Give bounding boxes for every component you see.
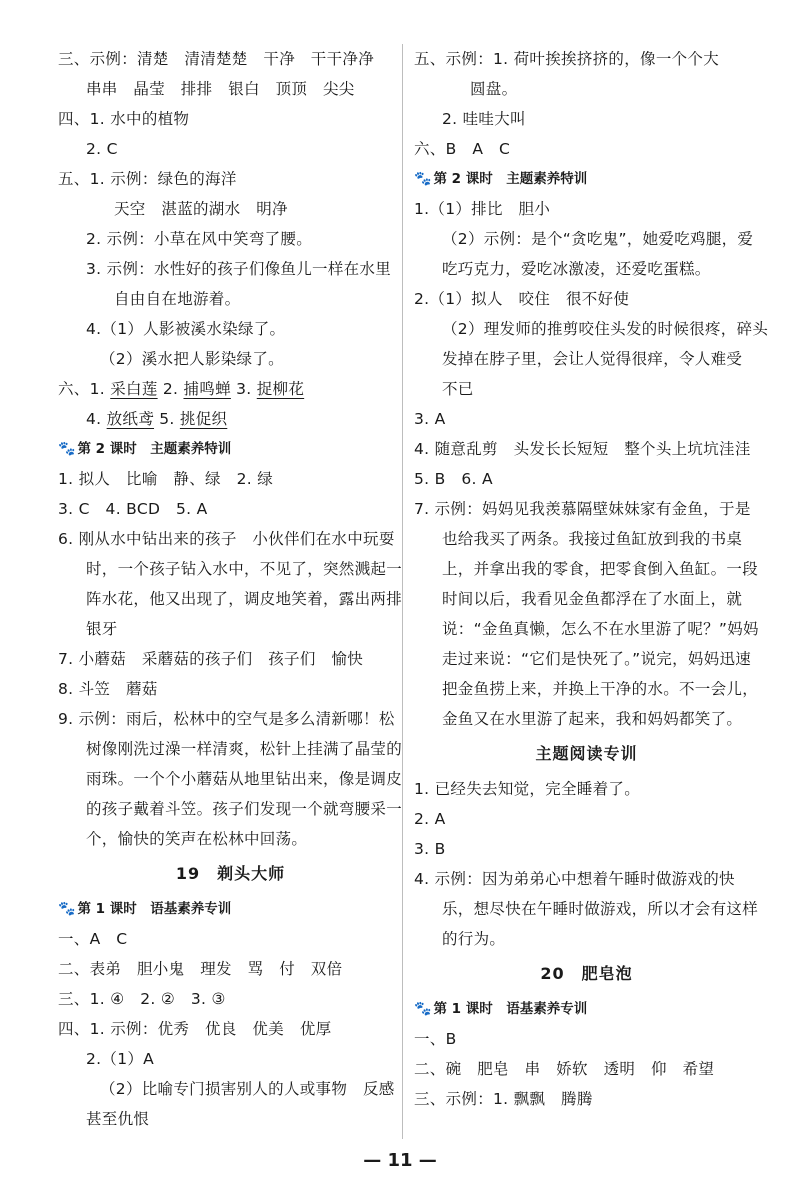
answer-line: 三、示例：清楚 清清楚楚 干净 干干净净 (58, 50, 375, 68)
answer-line: 5. B 6. A (414, 470, 493, 488)
answer-line: 1. 已经失去知觉，完全睡着了。 (414, 780, 641, 798)
answer-line: 说：“金鱼真懒，怎么不在水里游了呢？”妈妈 (442, 620, 759, 638)
page-number: — 11 — (363, 1150, 437, 1171)
answer-line (58, 374, 403, 404)
answer-label: 4. (86, 410, 107, 428)
underlined-answer: 采白莲 (110, 380, 158, 398)
answer-line: 个，愉快的笑声在松林中回荡。 (86, 830, 308, 848)
answer-line: 1. 拟人 比喻 静、绿 2. 绿 (58, 470, 274, 488)
answer-line: 2. 示例：小草在风中笑弯了腰。 (86, 230, 313, 248)
answer-line: 四、1. 示例：优秀 优良 优美 优厚 (58, 1020, 332, 1038)
underlined-answer: 捉柳花 (256, 380, 305, 398)
answer-line: 2. C (86, 140, 118, 158)
section-subheading (58, 894, 403, 924)
answer-line: 的行为。 (442, 930, 506, 948)
answer-label: 六、1. (58, 380, 111, 398)
answer-line: 雨珠。一个个小蘑菇从地里钻出来，像是调皮 (86, 770, 403, 788)
answer-line: 4. 随意乱剪 头发长长短短 整个头上坑坑洼洼 (414, 440, 751, 458)
answer-line: 时，一个孩子钻入水中，不见了，突然溅起一 (86, 560, 403, 578)
paw-icon: 🐾 (58, 441, 76, 457)
answer-line: 金鱼又在水里游了起来，我和妈妈都笑了。 (442, 710, 743, 728)
answer-line: 不已 (442, 380, 474, 398)
paw-icon: 🐾 (414, 1001, 432, 1017)
answer-line: 二、表弟 胆小鬼 理发 骂 付 双倍 (58, 960, 343, 978)
answer-line: 圆盘。 (470, 80, 518, 98)
paw-icon: 🐾 (414, 171, 432, 187)
answer-line: 二、碗 肥皂 串 娇软 透明 仰 希望 (414, 1060, 715, 1078)
subheading-text: 第 1 课时 语基素养专训 (433, 1001, 588, 1017)
answer-line: 时间以后，我看见金鱼都浮在了水面上，就 (442, 590, 743, 608)
answer-line: 三、示例：1. 飘飘 腾腾 (414, 1090, 593, 1108)
answer-line: （2）比喻专门损害别人的人或事物 反感 (100, 1080, 395, 1098)
answer-line: 8. 斗笠 蘑菇 (58, 680, 158, 698)
answer-line: 3. 示例：水性好的孩子们像鱼儿一样在水里 (86, 260, 392, 278)
answer-line: 7. 示例：妈妈见我羡慕隔壁妹妹家有金鱼，于是 (414, 500, 751, 518)
answer-line: 甚至仇恨 (86, 1110, 150, 1128)
answer-line: 吃巧克力，爱吃冰激凌，还爱吃蛋糕。 (442, 260, 711, 278)
section-subheading (58, 434, 403, 464)
subheading-text: 第 2 课时 主题素养特训 (77, 441, 232, 457)
answer-line: 阵水花，他又出现了，调皮地笑着，露出两排 (86, 590, 403, 608)
answer-line: 银牙 (86, 620, 118, 638)
answer-label: 3. (236, 380, 257, 398)
answer-label: 5. (159, 410, 180, 428)
answer-line: 走过来说：“它们是快死了。”说完，妈妈迅速 (442, 650, 752, 668)
section-subheading (414, 994, 759, 1024)
right-column (414, 44, 769, 1114)
answer-line: 9. 示例：雨后，松林中的空气是多么清新哪！松 (58, 710, 395, 728)
answer-line: 树像刚洗过澡一样清爽，松针上挂满了晶莹的 (86, 740, 403, 758)
section-title: 主题阅读专训 (535, 744, 638, 763)
answer-line: 2.（1）拟人 咬住 很不好使 (414, 290, 630, 308)
answer-line: 3. B (414, 840, 446, 858)
answer-line: 串串 晶莹 排排 银白 顶顶 尖尖 (86, 80, 355, 98)
answer-line: 1.（1）排比 胆小 (414, 200, 551, 218)
answer-line: 7. 小蘑菇 采蘑菇的孩子们 孩子们 愉快 (58, 650, 364, 668)
answer-line: 乐，想尽快在午睡时做游戏，所以才会有这样 (442, 900, 759, 918)
answer-line: 6. 刚从水中钻出来的孩子 小伙伴们在水中玩耍 (58, 530, 395, 548)
section-subheading (414, 164, 759, 194)
subheading-text: 第 1 课时 语基素养专训 (77, 901, 232, 917)
answer-line: 的孩子戴着斗笠。孩子们发现一个就弯腰采一 (86, 800, 403, 818)
answer-line: 一、B (414, 1030, 457, 1048)
answer-line (58, 404, 403, 434)
answer-line: 五、1. 示例：绿色的海洋 (58, 170, 237, 188)
answer-line: 三、1. ④ 2. ② 3. ③ (58, 990, 226, 1008)
answer-line: 上，并拿出我的零食，把零食倒入鱼缸。一段 (442, 560, 759, 578)
answer-line: 3. A (414, 410, 446, 428)
answer-line: 也给我买了两条。我接过鱼缸放到我的书桌 (442, 530, 743, 548)
underlined-answer: 捕鸣蝉 (183, 380, 231, 398)
answer-line: （2）示例：是个“贪吃鬼”，她爱吃鸡腿，爱 (442, 230, 754, 248)
underlined-answer: 挑促织 (179, 410, 228, 428)
answer-line: 发掉在脖子里，会让人觉得很痒，令人难受 (442, 350, 743, 368)
answer-line: （2）理发师的推剪咬住头发的时候很疼，碎头 (442, 320, 769, 338)
answer-line: 五、示例：1. 荷叶挨挨挤挤的，像一个个大 (414, 50, 720, 68)
answer-line: 天空 湛蓝的湖水 明净 (114, 200, 288, 218)
answer-line: 4. 示例：因为弟弟心中想着午睡时做游戏的快 (414, 870, 735, 888)
answer-line: 六、B A C (414, 140, 511, 158)
answer-line: （2）溪水把人影染绿了。 (100, 350, 284, 368)
underlined-answer: 放纸鸢 (106, 410, 155, 428)
answer-line: 2. A (414, 810, 446, 828)
answer-line: 四、1. 水中的植物 (58, 110, 190, 128)
answer-label: 2. (162, 380, 184, 398)
left-column (58, 44, 403, 1134)
answer-line: 3. C 4. BCD 5. A (58, 500, 208, 518)
answer-line: 2.（1）A (86, 1050, 155, 1068)
lesson-title: 20 肥皂泡 (540, 964, 633, 983)
paw-icon: 🐾 (58, 901, 76, 917)
answer-line: 一、A C (58, 930, 128, 948)
answer-line: 4.（1）人影被溪水染绿了。 (86, 320, 286, 338)
lesson-title: 19 剃头大师 (175, 864, 286, 883)
subheading-text: 第 2 课时 主题素养特训 (433, 171, 588, 187)
answer-line: 把金鱼捞上来，并换上干净的水。不一会儿， (442, 680, 759, 698)
answer-line: 2. 哇哇大叫 (442, 110, 526, 128)
answer-line: 自由自在地游着。 (114, 290, 241, 308)
